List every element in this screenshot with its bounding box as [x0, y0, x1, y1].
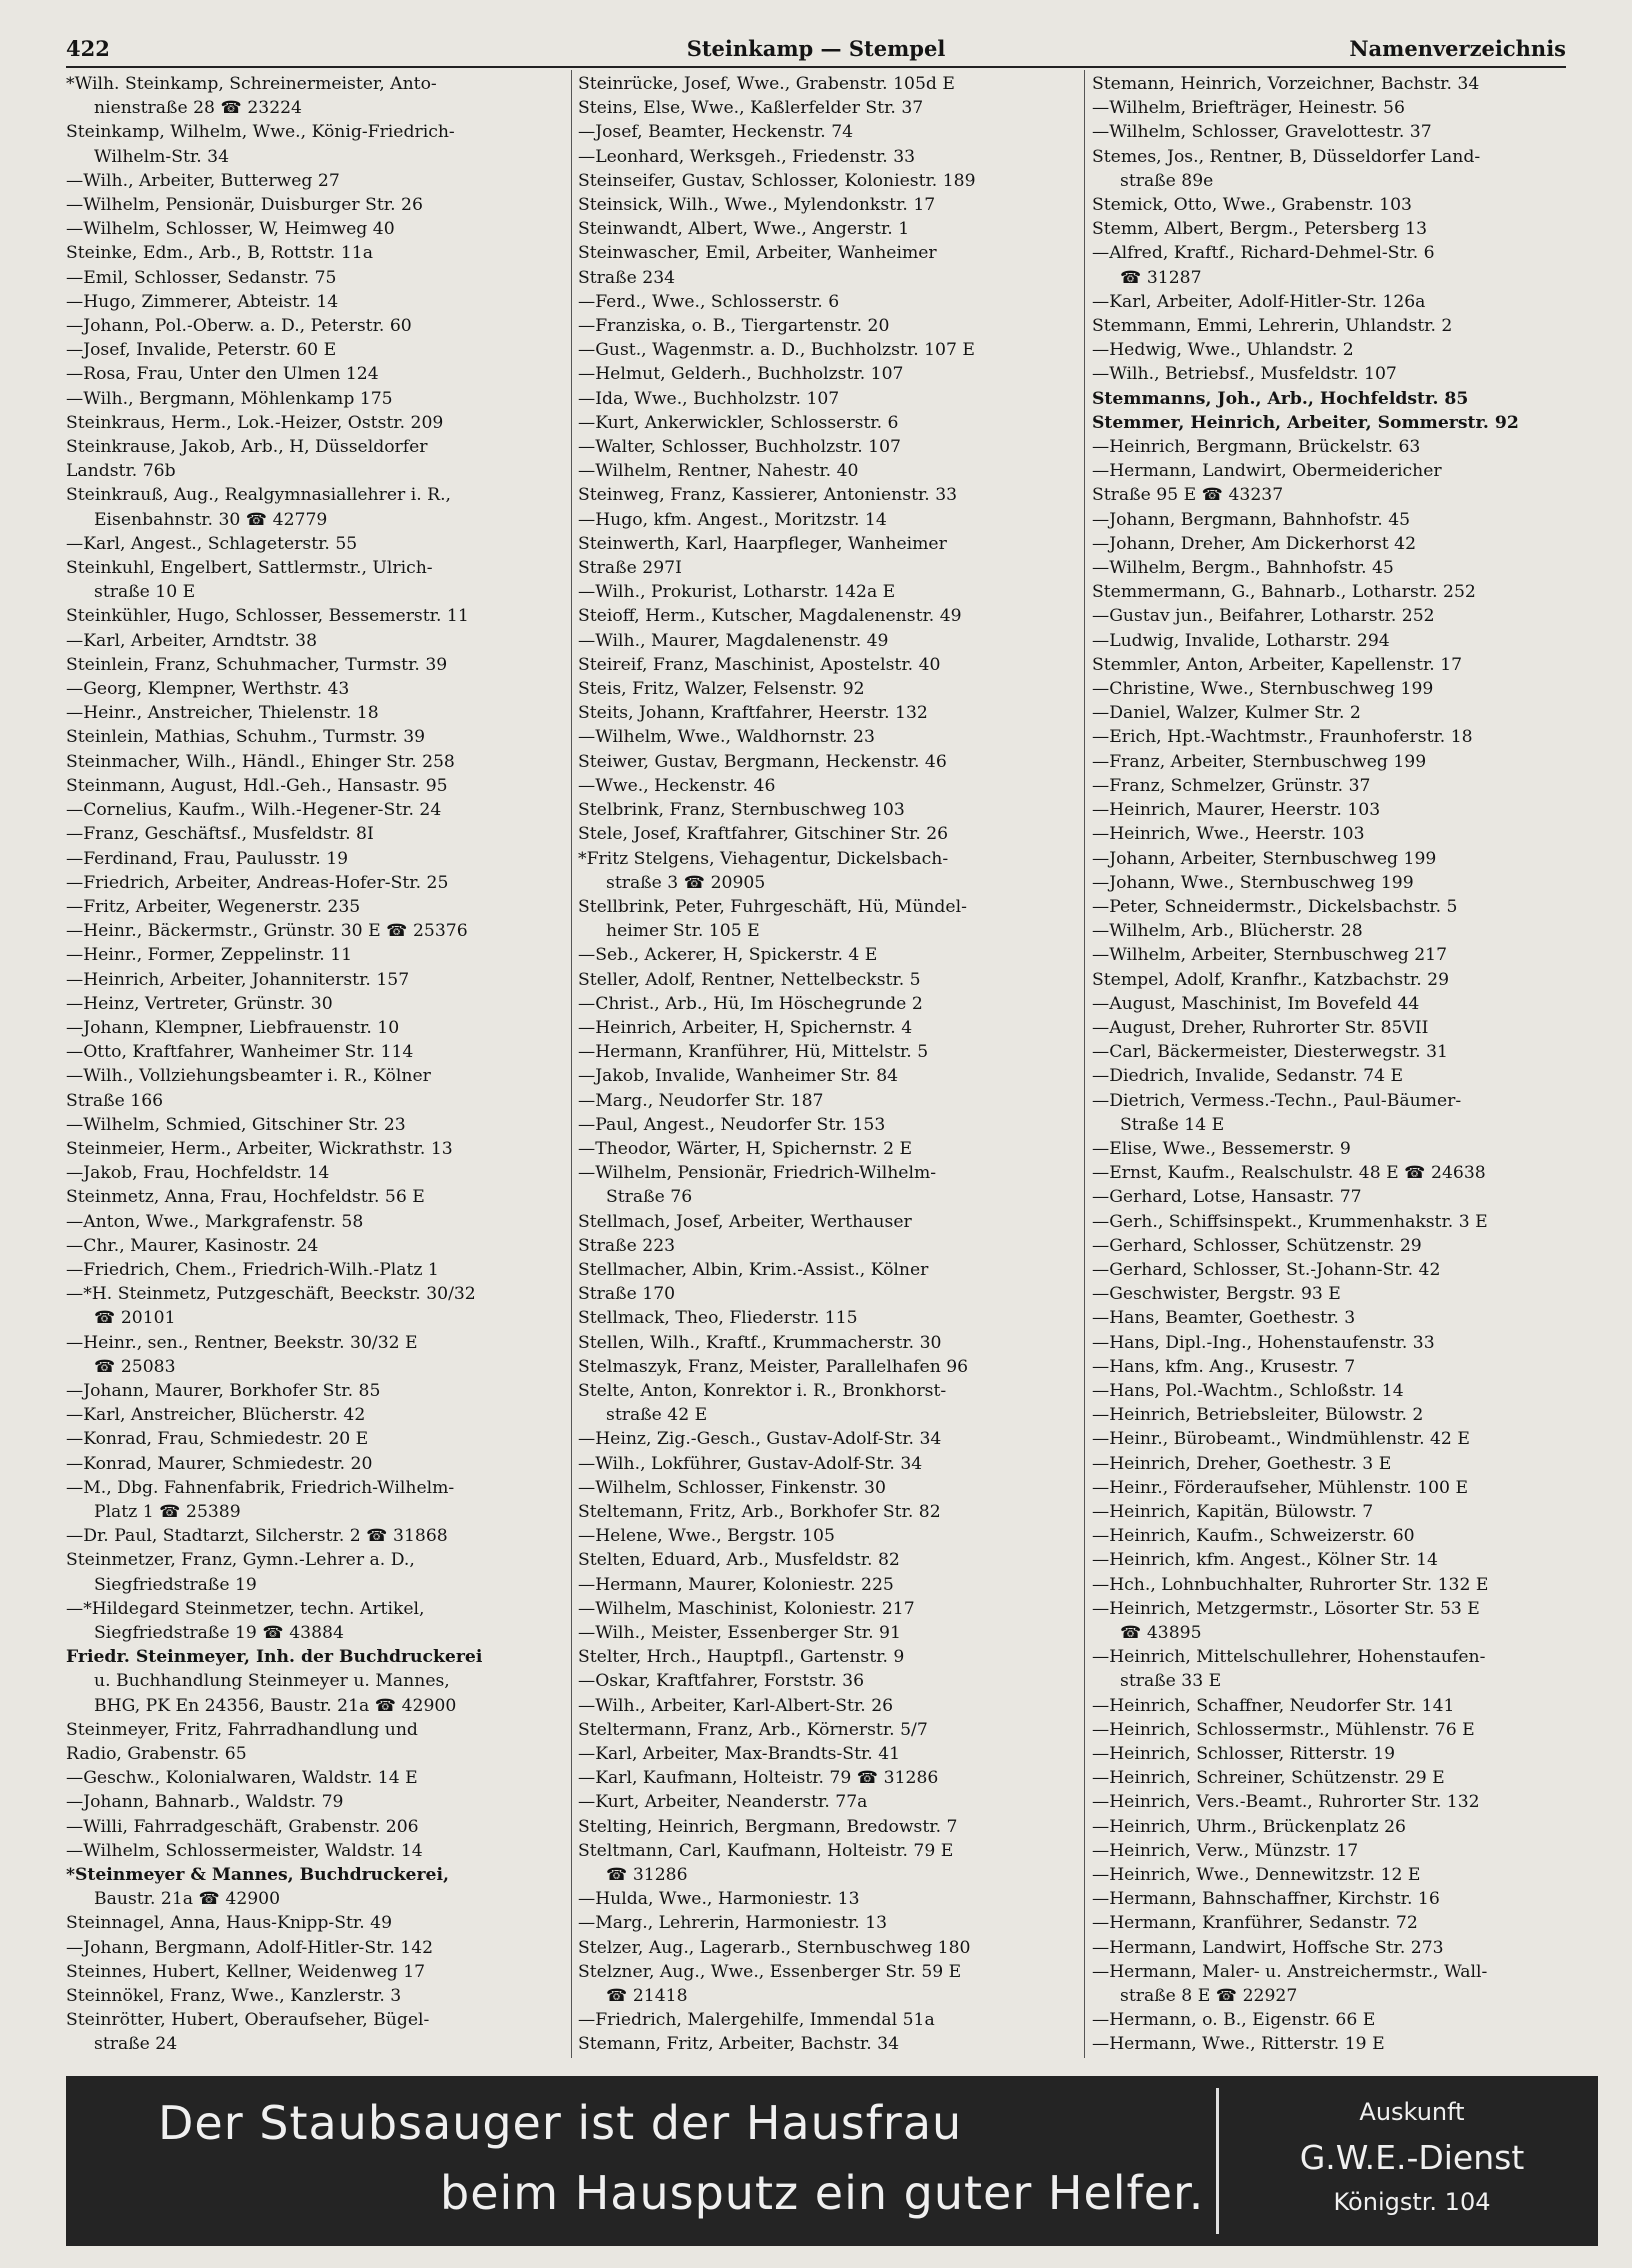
directory-entry-line: —August, Maschinist, Im Bovefeld 44 [1092, 993, 1420, 1014]
directory-entry-line: —Hermann, Maler- u. Anstreichermstr., Wall- [1092, 1961, 1488, 1982]
directory-entry-line: —Wilhelm, Pensionär, Duisburger Str. 26 [66, 195, 423, 216]
directory-entry-line: —Heinrich, Metzgermstr., Lösorter Str. 53 E [1092, 1598, 1480, 1619]
directory-entry-line: Steinlein, Mathias, Schuhm., Turmstr. 39 [66, 727, 426, 748]
directory-entry-line: BHG, PK En 24356, Baustr. 21a ☎ 42900 [94, 1695, 457, 1716]
directory-entry-line: straße 3 ☎ 20905 [606, 872, 766, 893]
directory-entry-line: —Heinrich, Vers.-Beamt., Ruhrorter Str. 132 [1092, 1792, 1480, 1813]
directory-entry-line: Steinnagel, Anna, Haus-Knipp-Str. 49 [66, 1913, 393, 1934]
directory-entry-line: —Ernst, Kaufm., Realschulstr. 48 E ☎ 24638 [1092, 1163, 1486, 1184]
directory-entry-line: —Josef, Invalide, Peterstr. 60 E [66, 340, 337, 361]
directory-column-2 [578, 72, 1080, 2057]
directory-entry-line: —Johann, Maurer, Borkhofer Str. 85 [66, 1380, 381, 1401]
directory-entry-line: *Wilh. Steinkamp, Schreinermeister, Anto- [66, 74, 437, 94]
directory-entry-line: —Heinrich, Uhrm., Brückenplatz 26 [1092, 1816, 1406, 1837]
directory-entry-line: Steinmetz, Anna, Frau, Hochfeldstr. 56 E [66, 1187, 425, 1208]
ad-info-name: G.W.E.-Dienst [1299, 2138, 1525, 2177]
directory-entry-line: —Marg., Neudorfer Str. 187 [578, 1090, 824, 1111]
directory-entry-line: —Heinrich, Schlossermstr., Mühlenstr. 76 E [1092, 1719, 1475, 1740]
directory-entry-line: —Rosa, Frau, Unter den Ulmen 124 [66, 364, 379, 385]
directory-entry-line: —Johann, Arbeiter, Sternbuschweg 199 [1092, 848, 1437, 869]
directory-entry-line: —Heinr., sen., Rentner, Beekstr. 30/32 E [66, 1332, 418, 1353]
section-title: Namenverzeichnis [1349, 36, 1566, 61]
directory-entry-line: —Wilhelm, Schlosser, Gravelottestr. 37 [1092, 122, 1432, 143]
directory-entry-line: —Heinrich, Maurer, Heerstr. 103 [1092, 800, 1381, 821]
directory-entry-line: Siegfriedstraße 19 [94, 1574, 257, 1595]
directory-entry-line: Straße 297I [578, 558, 682, 579]
directory-entry-line: Friedr. Steinmeyer, Inh. der Buchdruckerei [66, 1647, 483, 1668]
directory-entry-line: Steinnökel, Franz, Wwe., Kanzlerstr. 3 [66, 1986, 402, 2007]
directory-entry-line: Steinkuhl, Engelbert, Sattlermstr., Ulrich- [66, 558, 433, 579]
directory-entry-line: Stelzer, Aug., Lagerarb., Sternbuschweg 180 [578, 1937, 971, 1958]
directory-entry-line: u. Buchhandlung Steinmeyer u. Mannes, [94, 1671, 450, 1692]
directory-entry-line: —Heinrich, Mittelschullehrer, Hohenstaufen- [1092, 1647, 1486, 1668]
directory-entry-line: —Heinr., Former, Zeppelinstr. 11 [66, 945, 353, 966]
column-divider [1084, 70, 1085, 2058]
directory-entry-line: —Walter, Schlosser, Buchholzstr. 107 [578, 437, 901, 458]
directory-entry-line: —Wilhelm, Wwe., Waldhornstr. 23 [578, 727, 875, 748]
directory-entry-line: Steins, Else, Wwe., Kaßlerfelder Str. 37 [578, 98, 924, 119]
directory-entry-line: —Karl, Angest., Schlageterstr. 55 [66, 533, 358, 554]
directory-entry-line: Steinsick, Wilh., Wwe., Mylendonkstr. 17 [578, 195, 936, 216]
directory-entry-line: —Wilhelm, Arb., Blücherstr. 28 [1092, 921, 1363, 942]
directory-entry-line: —Franz, Geschäftsf., Musfeldstr. 8I [66, 824, 374, 845]
directory-entry-line: Stellmack, Theo, Fliederstr. 115 [578, 1308, 858, 1329]
directory-entry-line: Platz 1 ☎ 25389 [94, 1501, 241, 1522]
directory-entry-line: —Friedrich, Chem., Friedrich-Wilh.-Platz 1 [66, 1259, 439, 1280]
directory-entry-line: —Johann, Dreher, Am Dickerhorst 42 [1092, 533, 1417, 554]
directory-entry-line: —Helene, Wwe., Bergstr. 105 [578, 1526, 835, 1547]
directory-entry-line: ☎ 43895 [1120, 1623, 1202, 1643]
directory-entry-line: —Geschwister, Bergstr. 93 E [1092, 1284, 1341, 1305]
directory-entry-line: Stelmaszyk, Franz, Meister, Parallelhafen 96 [578, 1356, 969, 1377]
directory-entry-line: —Johann, Klempner, Liebfrauenstr. 10 [66, 1017, 400, 1038]
directory-entry-line: —Wilhelm, Rentner, Nahestr. 40 [578, 461, 859, 482]
directory-entry-line: —Wilh., Bergmann, Möhlenkamp 175 [66, 388, 393, 409]
directory-entry-line: Steinweg, Franz, Kassierer, Antonienstr. 33 [578, 485, 958, 506]
advertisement-banner [66, 2076, 1598, 2246]
directory-entry-line: Stelte, Anton, Konrektor i. R., Bronkhorst- [578, 1380, 947, 1401]
directory-entry-line: —Karl, Arbeiter, Max-Brandts-Str. 41 [578, 1744, 901, 1765]
directory-entry-line: Baustr. 21a ☎ 42900 [94, 1889, 281, 1910]
directory-entry-line: —Heinrich, Kaufm., Schweizerstr. 60 [1092, 1526, 1415, 1547]
directory-entry-line: —Dietrich, Vermess.-Techn., Paul-Bäumer- [1092, 1090, 1462, 1111]
directory-entry-line: Straße 234 [578, 267, 676, 288]
directory-entry-line: Stemann, Heinrich, Vorzeichner, Bachstr. 34 [1092, 74, 1480, 94]
directory-entry-line: —*Hildegard Steinmetzer, techn. Artikel, [66, 1598, 425, 1619]
ad-info-box [1226, 2076, 1598, 2246]
directory-entry-line: —Heinr., Förderaufseher, Mühlenstr. 100 E [1092, 1477, 1469, 1498]
directory-column-1 [66, 72, 566, 2057]
directory-entry-line: —Johann, Bergmann, Adolf-Hitler-Str. 142 [66, 1937, 434, 1958]
directory-entry-line: —Wilh., Arbeiter, Karl-Albert-Str. 26 [578, 1695, 894, 1716]
column-divider [571, 70, 572, 2058]
directory-entry-line: Landstr. 76b [66, 461, 176, 482]
directory-entry-line: —Heinr., Bürobeamt., Windmühlenstr. 42 E [1092, 1429, 1470, 1450]
directory-entry-line: Stemick, Otto, Wwe., Grabenstr. 103 [1092, 195, 1412, 216]
directory-entry-line: Stemes, Jos., Rentner, B, Düsseldorfer Land- [1092, 146, 1481, 167]
directory-entry-line: Steinseifer, Gustav, Schlosser, Koloniestr. 189 [578, 170, 976, 191]
directory-entry-line: Stemmer, Heinrich, Arbeiter, Sommerstr. 92 [1092, 412, 1519, 433]
directory-entry-line: —Marg., Lehrerin, Harmoniestr. 13 [578, 1913, 888, 1934]
directory-entry-line: —Wilh., Betriebsf., Musfeldstr. 107 [1092, 364, 1397, 385]
directory-entry-line: —Konrad, Maurer, Schmiedestr. 20 [66, 1453, 373, 1474]
directory-entry-line: Steinmacher, Wilh., Händl., Ehinger Str. 258 [66, 751, 455, 772]
directory-entry-line: heimer Str. 105 E [606, 921, 760, 942]
directory-entry-line: —Gustav jun., Beifahrer, Lotharstr. 252 [1092, 606, 1435, 627]
directory-entry-line: Steits, Johann, Kraftfahrer, Heerstr. 132 [578, 703, 928, 724]
directory-entry-line: Stelbrink, Franz, Sternbuschweg 103 [578, 800, 905, 821]
directory-entry-line: —Chr., Maurer, Kasinostr. 24 [66, 1235, 319, 1256]
directory-entry-line: Stemmann, Emmi, Lehrerin, Uhlandstr. 2 [1092, 316, 1453, 337]
directory-entry-line: Straße 170 [578, 1284, 676, 1305]
directory-entry-line: Steinrötter, Hubert, Oberaufseher, Bügel- [66, 2010, 430, 2031]
directory-entry-line: Steinwandt, Albert, Wwe., Angerstr. 1 [578, 219, 910, 240]
directory-entry-line: Steis, Fritz, Walzer, Felsenstr. 92 [578, 679, 865, 700]
ad-info-address: Königstr. 104 [1333, 2188, 1491, 2216]
directory-entry-line: —Wilhelm, Briefträger, Heinestr. 56 [1092, 98, 1405, 119]
directory-entry-line: Straße 95 E ☎ 43237 [1092, 485, 1284, 506]
directory-entry-line: —Ferdinand, Frau, Paulusstr. 19 [66, 848, 349, 869]
directory-entry-line: Steinkamp, Wilhelm, Wwe., König-Friedrich- [66, 122, 455, 143]
directory-entry-line: Steireif, Franz, Maschinist, Apostelstr. 40 [578, 654, 941, 675]
directory-entry-line: —Johann, Wwe., Sternbuschweg 199 [1092, 872, 1414, 893]
directory-entry-line: —Fritz, Arbeiter, Wegenerstr. 235 [66, 896, 361, 917]
directory-entry-line: —Hermann, Bahnschaffner, Kirchstr. 16 [1092, 1889, 1440, 1910]
directory-entry-line: Steller, Adolf, Rentner, Nettelbeckstr. 5 [578, 969, 921, 990]
directory-entry-line: —Heinrich, Schlosser, Ritterstr. 19 [1092, 1744, 1396, 1765]
directory-entry-line: —Heinrich, Arbeiter, Johanniterstr. 157 [66, 969, 410, 990]
directory-entry-line: —Ida, Wwe., Buchholzstr. 107 [578, 388, 840, 409]
directory-entry-line: —Johann, Pol.-Oberw. a. D., Peterstr. 60 [66, 316, 412, 337]
directory-entry-line: —Wilhelm, Pensionär, Friedrich-Wilhelm- [578, 1163, 937, 1184]
directory-entry-line: —Wilhelm, Maschinist, Koloniestr. 217 [578, 1598, 915, 1619]
header-rule [66, 66, 1566, 68]
directory-entry-line: Stelzner, Aug., Wwe., Essenberger Str. 59 E [578, 1961, 962, 1982]
directory-entry-line: —Hermann, Maurer, Koloniestr. 225 [578, 1574, 894, 1595]
directory-entry-line: Stemann, Fritz, Arbeiter, Bachstr. 34 [578, 2034, 900, 2055]
directory-entry-line: —Wilhelm, Schlosser, W, Heimweg 40 [66, 219, 395, 240]
directory-entry-line: —Christ., Arb., Hü, Im Höschegrunde 2 [578, 993, 923, 1014]
directory-entry-line: —Heinz, Zig.-Gesch., Gustav-Adolf-Str. 34 [578, 1429, 942, 1450]
directory-entry-line: —Konrad, Frau, Schmiedestr. 20 E [66, 1429, 369, 1450]
directory-entry-line: —Franz, Arbeiter, Sternbuschweg 199 [1092, 751, 1427, 772]
directory-entry-line: —Diedrich, Invalide, Sedanstr. 74 E [1092, 1066, 1404, 1087]
directory-entry-line: Stelting, Heinrich, Bergmann, Bredowstr. 7 [578, 1816, 958, 1837]
directory-entry-line: Steinrücke, Josef, Wwe., Grabenstr. 105d E [578, 74, 955, 94]
directory-entry-line: Steinkrauß, Aug., Realgymnasiallehrer i. R., [66, 485, 451, 506]
directory-entry-line: Steinmetzer, Franz, Gymn.-Lehrer a. D., [66, 1550, 415, 1571]
directory-entry-line: —Dr. Paul, Stadtarzt, Silcherstr. 2 ☎ 31868 [66, 1526, 448, 1547]
directory-entry-line: Steltermann, Franz, Arb., Körnerstr. 5/7 [578, 1719, 928, 1740]
directory-entry-line: ☎ 25083 [94, 1356, 176, 1377]
directory-entry-line: —Wilh., Maurer, Magdalenenstr. 49 [578, 630, 889, 651]
directory-entry-line: Steinmeyer, Fritz, Fahrradhandlung und [66, 1719, 418, 1740]
directory-entry-line: —Franziska, o. B., Tiergartenstr. 20 [578, 316, 890, 337]
directory-entry-line: —Kurt, Ankerwickler, Schlosserstr. 6 [578, 412, 899, 433]
directory-entry-line: —Helmut, Gelderh., Buchholzstr. 107 [578, 364, 904, 385]
directory-entry-line: —Karl, Kaufmann, Holteistr. 79 ☎ 31286 [578, 1768, 939, 1789]
directory-entry-line: —Georg, Klempner, Werthstr. 43 [66, 679, 350, 700]
directory-entry-line: —Gerhard, Lotse, Hansastr. 77 [1092, 1187, 1362, 1208]
directory-entry-line: —Friedrich, Malergehilfe, Immendal 51a [578, 2010, 935, 2031]
ad-divider [1216, 2088, 1219, 2234]
directory-entry-line: —Hermann, Wwe., Ritterstr. 19 E [1092, 2034, 1385, 2055]
directory-entry-line: —Otto, Kraftfahrer, Wanheimer Str. 114 [66, 1042, 414, 1063]
directory-entry-line: Stellmach, Josef, Arbeiter, Werthauser [578, 1211, 912, 1232]
directory-entry-line: —Willi, Fahrradgeschäft, Grabenstr. 206 [66, 1816, 419, 1837]
directory-entry-line: —Heinrich, Betriebsleiter, Bülowstr. 2 [1092, 1405, 1424, 1426]
directory-entry-line: Stele, Josef, Kraftfahrer, Gitschiner Str. 26 [578, 824, 949, 845]
directory-entry-line: —Hulda, Wwe., Harmoniestr. 13 [578, 1889, 860, 1910]
directory-entry-line: Steinnes, Hubert, Kellner, Weidenweg 17 [66, 1961, 426, 1982]
directory-entry-line: —Franz, Schmelzer, Grünstr. 37 [1092, 775, 1371, 796]
directory-entry-line: Eisenbahnstr. 30 ☎ 42779 [94, 509, 328, 530]
directory-entry-line: Steinwerth, Karl, Haarpfleger, Wanheimer [578, 533, 947, 554]
directory-entry-line: Straße 76 [606, 1187, 693, 1208]
directory-entry-line: —Hch., Lohnbuchhalter, Ruhrorter Str. 132 E [1092, 1574, 1489, 1595]
directory-entry-line: —Hans, Pol.-Wachtm., Schloßstr. 14 [1092, 1380, 1404, 1401]
directory-entry-line: —Wilhelm, Schmied, Gitschiner Str. 23 [66, 1114, 406, 1135]
directory-entry-line: —Heinrich, Wwe., Dennewitzstr. 12 E [1092, 1865, 1421, 1886]
directory-entry-line: —Paul, Angest., Neudorfer Str. 153 [578, 1114, 886, 1135]
directory-entry-line: —Hermann, o. B., Eigenstr. 66 E [1092, 2010, 1376, 2031]
directory-entry-line: Stellmacher, Albin, Krim.-Assist., Kölner [578, 1259, 929, 1280]
directory-entry-line: Steltmann, Carl, Kaufmann, Holteistr. 79 E [578, 1840, 954, 1861]
directory-entry-line: ☎ 31287 [1120, 267, 1202, 288]
directory-entry-line: —Anton, Wwe., Markgrafenstr. 58 [66, 1211, 364, 1232]
directory-entry-line: —Heinrich, Bergmann, Brückelstr. 63 [1092, 437, 1421, 458]
page-number: 422 [66, 36, 110, 61]
ad-info-label: Auskunft [1359, 2098, 1465, 2126]
directory-entry-line: Stellbrink, Peter, Fuhrgeschäft, Hü, Mündel- [578, 896, 967, 917]
directory-entry-line: Steinmeier, Herm., Arbeiter, Wickrathstr. 13 [66, 1138, 453, 1159]
directory-entry-line: ☎ 31286 [606, 1865, 688, 1886]
directory-entry-line: —M., Dbg. Fahnenfabrik, Friedrich-Wilhelm- [66, 1477, 455, 1498]
directory-column-3 [1092, 72, 1598, 2057]
directory-entry-line: *Fritz Stelgens, Viehagentur, Dickelsbach- [578, 848, 949, 869]
directory-entry-line: —Carl, Bäckermeister, Diesterwegstr. 31 [1092, 1042, 1448, 1063]
directory-entry-line: —Josef, Beamter, Heckenstr. 74 [578, 122, 854, 143]
directory-entry-line: straße 42 E [606, 1405, 708, 1426]
directory-entry-line: —Heinrich, Schaffner, Neudorfer Str. 141 [1092, 1695, 1455, 1716]
directory-entry-line: —Wilh., Lokführer, Gustav-Adolf-Str. 34 [578, 1453, 923, 1474]
directory-entry-line: Steinkrause, Jakob, Arb., H, Düsseldorfer [66, 437, 428, 458]
directory-entry-line: Stemmanns, Joh., Arb., Hochfeldstr. 85 [1092, 388, 1469, 409]
directory-entry-line: —Hugo, kfm. Angest., Moritzstr. 14 [578, 509, 887, 530]
directory-entry-line: Siegfriedstraße 19 ☎ 43884 [94, 1623, 344, 1643]
directory-entry-line: Steinwascher, Emil, Arbeiter, Wanheimer [578, 243, 937, 264]
directory-entry-line: —Ludwig, Invalide, Lotharstr. 294 [1092, 630, 1390, 651]
directory-entry-line: —Wilhelm, Arbeiter, Sternbuschweg 217 [1092, 945, 1448, 966]
directory-entry-line: Stemm, Albert, Bergm., Petersberg 13 [1092, 219, 1428, 240]
directory-entry-line: —Kurt, Arbeiter, Neanderstr. 77a [578, 1792, 868, 1813]
directory-entry-line: —Hermann, Landwirt, Obermeidericher [1092, 461, 1442, 482]
directory-entry-line: —Hugo, Zimmerer, Abteistr. 14 [66, 291, 339, 312]
directory-entry-line: —Christine, Wwe., Sternbuschweg 199 [1092, 679, 1434, 700]
directory-entry-line: —Karl, Arbeiter, Arndtstr. 38 [66, 630, 318, 651]
directory-entry-line: —Cornelius, Kaufm., Wilh.-Hegener-Str. 24 [66, 800, 442, 821]
directory-entry-line: —Karl, Arbeiter, Adolf-Hitler-Str. 126a [1092, 291, 1426, 312]
directory-entry-line: —Wilh., Prokurist, Lotharstr. 142a E [578, 582, 896, 603]
directory-entry-line: —August, Dreher, Ruhrorter Str. 85VII [1092, 1017, 1429, 1038]
directory-entry-line: —Wilh., Vollziehungsbeamter i. R., Kölner [66, 1066, 431, 1087]
directory-entry-line: —Elise, Wwe., Bessemerstr. 9 [1092, 1138, 1351, 1159]
directory-entry-line: Wilhelm-Str. 34 [94, 146, 230, 167]
directory-entry-line: —Friedrich, Arbeiter, Andreas-Hofer-Str. 25 [66, 872, 449, 893]
directory-entry-line: Steiwer, Gustav, Bergmann, Heckenstr. 46 [578, 751, 947, 772]
directory-entry-line: —Peter, Schneidermstr., Dickelsbachstr. 5 [1092, 896, 1458, 917]
directory-entry-line: nienstraße 28 ☎ 23224 [94, 98, 302, 119]
directory-entry-line: Straße 166 [66, 1090, 164, 1111]
directory-entry-line: ☎ 21418 [606, 1986, 688, 2007]
directory-entry-line: Straße 14 E [1120, 1114, 1225, 1135]
directory-entry-line: Steinkraus, Herm., Lok.-Heizer, Oststr. 209 [66, 412, 444, 433]
directory-entry-line: —Theodor, Wärter, H, Spichernstr. 2 E [578, 1138, 913, 1159]
directory-entry-line: —Leonhard, Werksgeh., Friedenstr. 33 [578, 146, 916, 167]
directory-entry-line: —Emil, Schlosser, Sedanstr. 75 [66, 267, 337, 288]
directory-entry-line: —Wilhelm, Schlossermeister, Waldstr. 14 [66, 1840, 423, 1861]
directory-entry-line: —Heinrich, Dreher, Goethestr. 3 E [1092, 1453, 1392, 1474]
directory-entry-line: —Heinr., Anstreicher, Thielenstr. 18 [66, 703, 379, 724]
directory-entry-line: Steinkühler, Hugo, Schlosser, Bessemerstr. 11 [66, 606, 469, 627]
directory-entry-line: —Heinr., Bäckermstr., Grünstr. 30 E ☎ 25376 [66, 921, 468, 942]
directory-entry-line: Radio, Grabenstr. 65 [66, 1744, 247, 1765]
directory-entry-line: Stelter, Hrch., Hauptpfl., Gartenstr. 9 [578, 1647, 905, 1668]
ad-slogan [66, 2076, 1216, 2246]
directory-entry-line: Steioff, Herm., Kutscher, Magdalenenstr. 49 [578, 606, 962, 627]
directory-entry-line: —Hans, Beamter, Goethestr. 3 [1092, 1308, 1356, 1329]
directory-entry-line: —Alfred, Kraftf., Richard-Dehmel-Str. 6 [1092, 243, 1435, 264]
directory-entry-line: —Johann, Bahnarb., Waldstr. 79 [66, 1792, 344, 1813]
directory-entry-line: —Heinrich, Arbeiter, H, Spichernstr. 4 [578, 1017, 913, 1038]
directory-entry-line: straße 24 [94, 2034, 178, 2055]
directory-entry-line: —Hans, Dipl.-Ing., Hohenstaufenstr. 33 [1092, 1332, 1435, 1353]
page-header [66, 36, 1566, 64]
directory-entry-line: —Karl, Anstreicher, Blücherstr. 42 [66, 1405, 366, 1426]
directory-entry-line: —Wilhelm, Schlosser, Finkenstr. 30 [578, 1477, 886, 1498]
directory-entry-line: —Heinrich, Wwe., Heerstr. 103 [1092, 824, 1365, 845]
directory-entry-line: —Heinz, Vertreter, Grünstr. 30 [66, 993, 333, 1014]
directory-entry-line: straße 10 E [94, 582, 196, 603]
directory-entry-line: —Hans, kfm. Ang., Krusestr. 7 [1092, 1356, 1356, 1377]
directory-entry-line: —Heinrich, kfm. Angest., Kölner Str. 14 [1092, 1550, 1438, 1571]
directory-entry-line: Straße 223 [578, 1235, 676, 1256]
directory-entry-line: —Hermann, Kranführer, Sedanstr. 72 [1092, 1913, 1418, 1934]
directory-entry-line: straße 33 E [1120, 1671, 1222, 1692]
directory-entry-line: Steinmann, August, Hdl.-Geh., Hansastr. 95 [66, 775, 448, 796]
directory-entry-line: —Hedwig, Wwe., Uhlandstr. 2 [1092, 340, 1354, 361]
directory-entry-line: —Gerh., Schiffsinspekt., Krummenhakstr. 3 E [1092, 1211, 1488, 1232]
directory-entry-line: —Oskar, Kraftfahrer, Forststr. 36 [578, 1671, 865, 1692]
directory-entry-line: —Wilhelm, Bergm., Bahnhofstr. 45 [1092, 558, 1394, 579]
running-title: Steinkamp — Stempel [686, 36, 946, 61]
directory-entry-line: —Jakob, Invalide, Wanheimer Str. 84 [578, 1066, 899, 1087]
directory-entry-line: ☎ 20101 [94, 1308, 176, 1329]
directory-entry-line: —Heinrich, Schreiner, Schützenstr. 29 E [1092, 1768, 1445, 1789]
directory-entry-line: —*H. Steinmetz, Putzgeschäft, Beeckstr. 30/32 [66, 1284, 476, 1305]
directory-entry-line: —Gerhard, Schlosser, Schützenstr. 29 [1092, 1235, 1422, 1256]
directory-entry-line: —Seb., Ackerer, H, Spickerstr. 4 E [578, 945, 878, 966]
directory-entry-line: —Hermann, Landwirt, Hoffsche Str. 273 [1092, 1937, 1444, 1958]
directory-entry-line: —Wilh., Arbeiter, Butterweg 27 [66, 170, 340, 191]
directory-entry-line: straße 8 E ☎ 22927 [1120, 1986, 1298, 2007]
directory-entry-line: Stemmermann, G., Bahnarb., Lotharstr. 252 [1092, 582, 1476, 603]
directory-entry-line: Steinke, Edm., Arb., B, Rottstr. 11a [66, 243, 373, 264]
directory-entry-line: —Wilh., Meister, Essenberger Str. 91 [578, 1623, 901, 1643]
directory-entry-line: Steinlein, Franz, Schuhmacher, Turmstr. 39 [66, 654, 448, 675]
directory-entry-line: Stemmler, Anton, Arbeiter, Kapellenstr. 17 [1092, 654, 1463, 675]
directory-entry-line: —Heinrich, Kapitän, Bülowstr. 7 [1092, 1501, 1374, 1522]
directory-entry-line: —Johann, Bergmann, Bahnhofstr. 45 [1092, 509, 1411, 530]
ad-slogan-line-1: Der Staubsauger ist der Hausfrau [158, 2096, 963, 2150]
directory-entry-line: —Ferd., Wwe., Schlosserstr. 6 [578, 291, 840, 312]
directory-entry-line: Stellen, Wilh., Kraftf., Krummacherstr. 30 [578, 1332, 942, 1353]
directory-entry-line: —Geschw., Kolonialwaren, Waldstr. 14 E [66, 1768, 418, 1789]
directory-entry-line: —Heinrich, Verw., Münzstr. 17 [1092, 1840, 1359, 1861]
directory-entry-line: —Gerhard, Schlosser, St.-Johann-Str. 42 [1092, 1259, 1441, 1280]
ad-slogan-line-2: beim Hausputz ein guter Helfer. [440, 2166, 1205, 2220]
directory-entry-line: straße 89e [1120, 170, 1214, 191]
directory-entry-line: Stelten, Eduard, Arb., Musfeldstr. 82 [578, 1550, 900, 1571]
directory-entry-line: —Wwe., Heckenstr. 46 [578, 775, 776, 796]
directory-entry-line: —Erich, Hpt.-Wachtmstr., Fraunhoferstr. 18 [1092, 727, 1473, 748]
directory-entry-line: Steltemann, Fritz, Arb., Borkhofer Str. 82 [578, 1501, 941, 1522]
directory-entry-line: —Jakob, Frau, Hochfeldstr. 14 [66, 1163, 330, 1184]
directory-entry-line: *Steinmeyer & Mannes, Buchdruckerei, [66, 1865, 449, 1886]
directory-entry-line: —Hermann, Kranführer, Hü, Mittelstr. 5 [578, 1042, 929, 1063]
directory-entry-line: Stempel, Adolf, Kranfhr., Katzbachstr. 29 [1092, 969, 1450, 990]
directory-entry-line: —Gust., Wagenmstr. a. D., Buchholzstr. 107 E [578, 340, 975, 361]
directory-entry-line: —Daniel, Walzer, Kulmer Str. 2 [1092, 703, 1361, 724]
